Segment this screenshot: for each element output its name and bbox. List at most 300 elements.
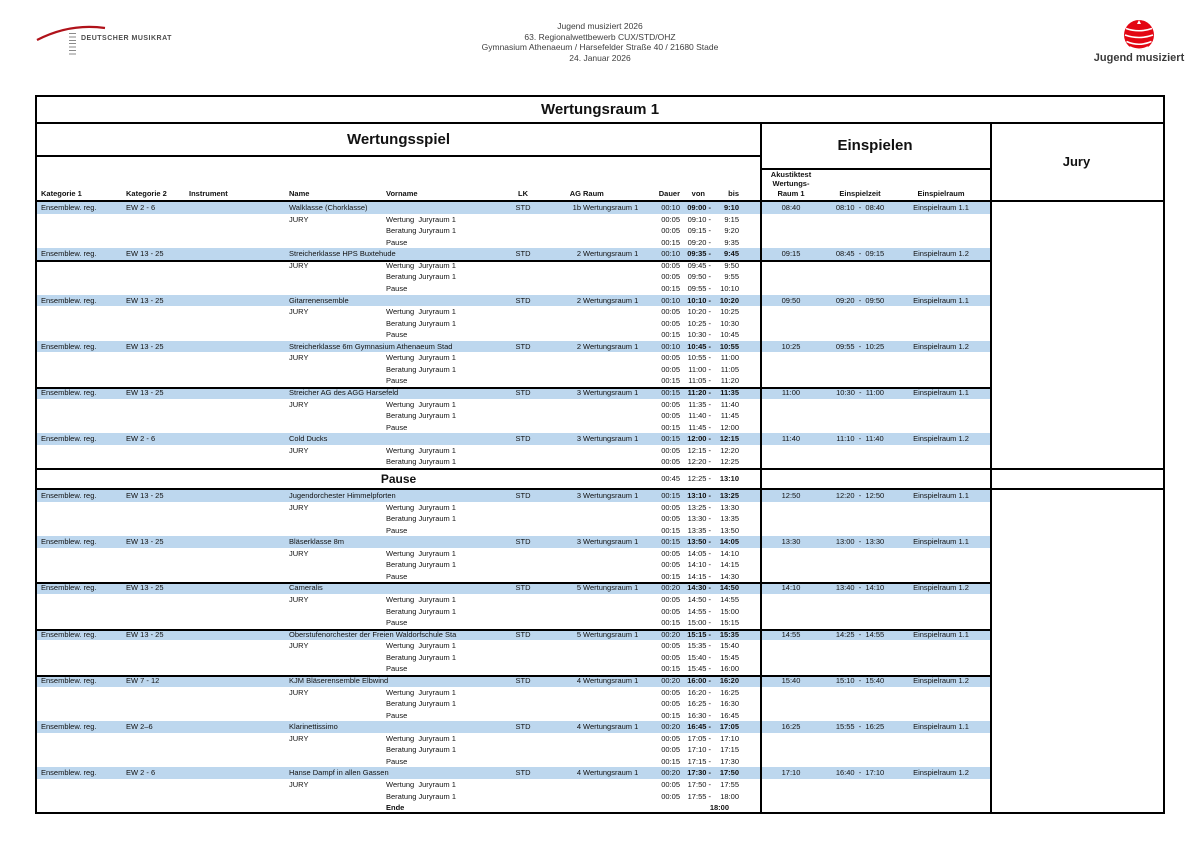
schedule-row-sub xyxy=(37,318,990,330)
schedule-row-sub xyxy=(37,329,990,341)
cell-name: JURY xyxy=(289,595,309,604)
cell-dauer: 00:05 xyxy=(661,780,680,789)
schedule-row-sub xyxy=(37,710,990,722)
cell-ag: 2 xyxy=(576,295,581,305)
cell-raum: Wertungsraum 1 xyxy=(583,768,639,778)
cell-dauer: 00:05 xyxy=(661,791,680,801)
cell-ag: 3 xyxy=(576,490,581,500)
cell-vorname: Beratung Juryraum 1 xyxy=(386,318,457,328)
cell-vorname: Wertung Juryraum 1 xyxy=(386,214,456,224)
cell-dauer: 00:15 xyxy=(661,434,680,444)
cell-bis: 16:45 xyxy=(720,710,739,720)
cell-dauer: 00:45 xyxy=(661,473,680,483)
cell-lk: STD xyxy=(515,583,531,593)
cell-bis: 13:25 xyxy=(719,490,739,500)
cell-name: JURY xyxy=(289,502,309,512)
cell-bis: 15:40 xyxy=(720,641,739,651)
cell-bis: 11:35 xyxy=(720,388,739,397)
cell-einspielzeit: 08:45 - 09:15 xyxy=(835,249,885,259)
cell-einspielzeit: 15:10 - 15:40 xyxy=(835,675,885,685)
cell-kategorie1: Ensemblew. reg. xyxy=(41,249,97,259)
cell-von: 12:00 - xyxy=(687,434,711,444)
cell-vorname: Pause xyxy=(386,237,408,247)
cell-einspielzeit: 15:55 - 16:25 xyxy=(835,722,885,732)
cell-dauer: 00:10 xyxy=(661,203,680,212)
cell-vorname: Wertung Juryraum 1 xyxy=(386,595,456,604)
table-header xyxy=(37,124,1163,202)
cell-raum: Wertungsraum 1 xyxy=(583,490,639,500)
cell-vorname: Wertung Juryraum 1 xyxy=(386,399,456,409)
cell-vorname: Beratung Juryraum 1 xyxy=(386,699,457,709)
cell-kategorie1: Ensemblew. reg. xyxy=(41,722,97,732)
cell-dauer: 00:05 xyxy=(661,411,680,421)
col-header-kategorie2: Kategorie 2 xyxy=(126,189,167,198)
cell-dauer: 00:05 xyxy=(661,514,680,524)
cell-von: 15:40 - xyxy=(687,652,711,662)
schedule-row-sub xyxy=(37,548,990,560)
cell-name: Bläserklasse 8m xyxy=(289,537,345,547)
cell-dauer: 00:05 xyxy=(661,214,680,224)
cell-vorname: Pause xyxy=(386,756,408,766)
cell-einspielraum: Einspielraum 1.1 xyxy=(913,203,969,212)
cell-von: 16:45 - xyxy=(687,722,711,732)
col-header-von: von xyxy=(691,189,705,198)
cell-bis: 14:55 xyxy=(720,595,739,604)
schedule-row-sub xyxy=(37,744,990,756)
cell-akustiktest: 11:40 xyxy=(781,434,801,444)
cell-dauer: 00:15 xyxy=(661,283,680,293)
cell-bis: 18:00 xyxy=(720,791,739,801)
cell-dauer: 00:10 xyxy=(661,249,680,259)
cell-von: 09:35 - xyxy=(687,249,711,259)
schedule-row-main xyxy=(37,536,990,548)
cell-bis: 9:10 xyxy=(723,203,739,212)
cell-ag: 1b xyxy=(572,203,581,212)
cell-kategorie2: EW 2–6 xyxy=(126,722,153,732)
cell-ag: 5 xyxy=(576,583,581,593)
cell-vorname: Beratung Juryraum 1 xyxy=(386,560,457,570)
cell-von: 10:55 - xyxy=(687,353,711,363)
event-title: Jugend musiziert 2026 xyxy=(557,21,643,31)
cell-von: 10:30 - xyxy=(687,330,711,340)
cell-lk: STD xyxy=(515,675,531,685)
cell-bis: 9:15 xyxy=(724,214,739,224)
page-header xyxy=(0,0,1200,90)
section-einspielen: Einspielen xyxy=(837,137,913,154)
schedule-row-sub xyxy=(37,375,990,387)
cell-vorname: Beratung Juryraum 1 xyxy=(386,411,457,421)
cell-name: JURY xyxy=(289,214,309,224)
cell-dauer: 00:05 xyxy=(661,560,680,570)
cell-kategorie2: EW 2 - 6 xyxy=(126,768,156,778)
cell-einspielzeit: 16:40 - 17:10 xyxy=(835,768,885,778)
cell-akustiktest: 09:50 xyxy=(781,295,801,305)
cell-dauer: 00:05 xyxy=(661,318,680,328)
cell-raum: Wertungsraum 1 xyxy=(583,722,639,732)
cell-von: 17:30 - xyxy=(687,768,711,778)
schedule-row-sub xyxy=(37,525,990,537)
cell-dauer: 00:05 xyxy=(661,272,680,282)
cell-bis: 17:50 xyxy=(719,768,739,778)
divider xyxy=(37,155,760,157)
cell-vorname: Beratung Juryraum 1 xyxy=(386,791,457,801)
cell-einspielraum: Einspielraum 1.1 xyxy=(913,295,969,305)
cell-bis: 10:25 xyxy=(720,307,739,317)
cell-bis: 13:50 xyxy=(720,525,739,535)
cell-name: JURY xyxy=(289,733,309,743)
cell-dauer: 00:05 xyxy=(661,606,680,616)
cell-lk: STD xyxy=(515,388,531,397)
cell-dauer: 00:05 xyxy=(661,699,680,709)
cell-vorname: Beratung Juryraum 1 xyxy=(386,745,457,755)
section-jury: Jury xyxy=(1062,154,1091,169)
cell-einspielzeit: 11:10 - 11:40 xyxy=(836,434,884,444)
cell-akustiktest: 11:00 xyxy=(781,388,801,397)
cell-raum: Wertungsraum 1 xyxy=(583,629,639,639)
musikrat-logo-text: DEUTSCHER MUSIKRAT xyxy=(81,35,172,42)
cell-raum: Wertungsraum 1 xyxy=(583,388,639,397)
cell-vorname: Wertung Juryraum 1 xyxy=(386,445,456,455)
cell-kategorie2: EW 2 - 6 xyxy=(126,203,156,212)
cell-von: 11:40 - xyxy=(688,411,711,421)
schedule-row-main xyxy=(37,582,990,594)
cell-einspielzeit: 10:30 - 11:00 xyxy=(836,388,884,397)
cell-kategorie1: Ensemblew. reg. xyxy=(41,537,97,547)
cell-dauer: 00:15 xyxy=(661,376,680,386)
cell-lk: STD xyxy=(515,768,531,778)
cell-dauer: 00:05 xyxy=(661,353,680,363)
cell-raum: Wertungsraum 1 xyxy=(583,203,639,212)
schedule-row-main xyxy=(37,341,990,353)
cell-name xyxy=(289,791,379,803)
cell-bis: 9:45 xyxy=(723,249,739,259)
col-header-kategorie1: Kategorie 1 xyxy=(41,189,82,198)
col-header-raum: Raum xyxy=(583,189,604,198)
cell-dauer: 00:15 xyxy=(661,525,680,535)
col-header-bis: bis xyxy=(728,189,739,198)
cell-bis: 12:00 xyxy=(720,422,739,432)
cell-name: KJM Bläserensemble Elbwind xyxy=(289,675,389,685)
cell-name: Hanse Dampf in allen Gassen xyxy=(289,768,389,778)
cell-einspielraum: Einspielraum 1.1 xyxy=(913,388,969,397)
cell-vorname: Wertung Juryraum 1 xyxy=(386,641,456,651)
cell-bis: 10:10 xyxy=(720,283,739,293)
cell-name: JURY xyxy=(289,687,309,697)
event-location: Gymnasium Athenaeum / Harsefelder Straße 40 / 21680 Stade xyxy=(481,42,719,52)
cell-dauer: 00:05 xyxy=(661,445,680,455)
red-sphere-icon xyxy=(1083,18,1195,52)
cell-kategorie2: EW 7 - 12 xyxy=(126,675,160,685)
cell-vorname: Wertung Juryraum 1 xyxy=(386,687,456,697)
cell-name: Streicherklasse 6m Gymnasium Athenaeum Stad xyxy=(289,341,453,351)
cell-name: JURY xyxy=(289,641,309,651)
schedule-row-sub xyxy=(37,791,990,803)
cell-von: 10:25 - xyxy=(687,318,711,328)
col-header-name: Name xyxy=(289,189,310,198)
cell-lk: STD xyxy=(515,629,531,639)
cell-lk: STD xyxy=(515,203,531,212)
cell-ag: 2 xyxy=(576,249,581,259)
cell-einspielraum: Einspielraum 1.1 xyxy=(913,722,969,732)
cell-von: 13:50 - xyxy=(687,537,711,547)
cell-von: 09:20 - xyxy=(687,237,711,247)
cell-kategorie1: Ensemblew. reg. xyxy=(41,490,97,500)
cell-akustiktest: 12:50 xyxy=(781,490,801,500)
cell-vorname: Pause xyxy=(386,376,408,386)
cell-dauer: 00:05 xyxy=(661,399,680,409)
cell-name: Klarinettissimo xyxy=(289,722,338,732)
cell-dauer: 00:05 xyxy=(661,226,680,236)
schedule-row-sub xyxy=(37,214,990,226)
schedule-row-sub xyxy=(37,733,990,745)
deutscher-musikrat-logo xyxy=(36,20,186,60)
cell-von: 10:45 - xyxy=(687,341,711,351)
cell-bis: 10:30 xyxy=(720,318,739,328)
cell-ag: 3 xyxy=(576,388,581,397)
col-header-lk: LK xyxy=(518,189,528,198)
schedule-row-sub xyxy=(37,513,990,525)
schedule-row-sub xyxy=(37,456,990,468)
cell-akustiktest: 09:15 xyxy=(781,249,801,259)
cell-dauer: 00:15 xyxy=(661,537,680,547)
cell-vorname: Pause xyxy=(386,330,408,340)
cell-name xyxy=(289,329,379,341)
cell-bis: 12:15 xyxy=(719,434,739,444)
cell-name xyxy=(289,422,379,434)
cell-vorname: Ende xyxy=(386,803,405,812)
schedule-row-sub xyxy=(37,559,990,571)
cell-dauer: 00:05 xyxy=(661,641,680,651)
cell-von: 14:50 - xyxy=(687,595,711,604)
cell-vorname: Beratung Juryraum 1 xyxy=(386,364,457,374)
cell-vorname: Pause xyxy=(386,710,408,720)
cell-name xyxy=(289,710,379,722)
cell-bis: 10:55 xyxy=(719,341,739,351)
cell-vorname: Wertung Juryraum 1 xyxy=(386,502,456,512)
cell-einspielzeit: 13:40 - 14:10 xyxy=(835,583,885,593)
cell-name: JURY xyxy=(289,445,309,455)
cell-kategorie1: Ensemblew. reg. xyxy=(41,203,97,212)
cell-bis: 16:30 xyxy=(720,699,739,709)
cell-vorname: Wertung Juryraum 1 xyxy=(386,353,456,363)
cell-vorname: Beratung Juryraum 1 xyxy=(386,514,457,524)
cell-dauer: 00:20 xyxy=(661,675,680,685)
cell-name: JURY xyxy=(289,399,309,409)
cell-von: 13:35 - xyxy=(687,525,711,535)
schedule-row-sub xyxy=(37,422,990,434)
cell-name xyxy=(289,271,379,283)
cell-name xyxy=(289,283,379,295)
schedule-row-sub xyxy=(37,663,990,675)
cell-bis: 10:45 xyxy=(720,330,739,340)
jugend-musiziert-logo xyxy=(1083,18,1195,68)
cell-bis: 11:45 xyxy=(720,411,739,421)
cell-dauer: 00:15 xyxy=(661,330,680,340)
cell-einspielraum: Einspielraum 1.2 xyxy=(913,583,969,593)
cell-dauer: 00:15 xyxy=(661,710,680,720)
cell-vorname: Wertung Juryraum 1 xyxy=(386,780,456,789)
cell-dauer: 00:15 xyxy=(661,618,680,628)
cell-von: 09:10 - xyxy=(687,214,711,224)
cell-von: 13:25 - xyxy=(687,502,711,512)
cell-dauer: 00:05 xyxy=(661,687,680,697)
cell-name: Jugendorchester Himmelpforten xyxy=(289,490,396,500)
cell-bis: 16:25 xyxy=(720,687,739,697)
divider-einspielen xyxy=(760,124,762,812)
cell-von: 11:35 - xyxy=(688,399,711,409)
cell-von: 15:45 - xyxy=(687,664,711,674)
cell-ag: 5 xyxy=(576,629,581,639)
cell-vorname: Pause xyxy=(386,283,408,293)
cell-dauer: 00:05 xyxy=(661,364,680,374)
col-header-vorname: Vorname xyxy=(386,189,418,198)
cell-dauer: 00:15 xyxy=(661,664,680,674)
cell-name xyxy=(289,410,379,422)
cell-von: 16:00 - xyxy=(687,675,711,685)
cell-bis: 11:00 xyxy=(720,353,739,363)
cell-dauer: 00:05 xyxy=(661,745,680,755)
cell-lk: STD xyxy=(515,434,531,444)
cell-kategorie2: EW 2 - 6 xyxy=(126,434,156,444)
cell-von: 14:55 - xyxy=(687,606,711,616)
cell-name xyxy=(289,364,379,376)
schedule-row-sub xyxy=(37,652,990,664)
cell-akustiktest: 08:40 xyxy=(781,203,801,212)
break-row xyxy=(37,468,1163,490)
cell-einspielraum: Einspielraum 1.2 xyxy=(913,434,969,444)
col-header-instrument: Instrument xyxy=(189,189,228,198)
cell-von: 12:25 - xyxy=(687,473,711,483)
cell-bis: 15:00 xyxy=(720,606,739,616)
cell-einspielzeit: 09:20 - 09:50 xyxy=(835,295,885,305)
cell-von: 14:10 - xyxy=(687,560,711,570)
cell-ag: 3 xyxy=(576,537,581,547)
cell-dauer: 00:15 xyxy=(661,756,680,766)
cell-akustiktest: 16:25 xyxy=(781,722,801,732)
cell-bis: 17:10 xyxy=(720,733,739,743)
schedule-row-sub xyxy=(37,571,990,583)
cell-name: JURY xyxy=(289,307,309,317)
cell-raum: Wertungsraum 1 xyxy=(583,434,639,444)
cell-dauer: 00:20 xyxy=(661,629,680,639)
cell-dauer: 00:05 xyxy=(661,733,680,743)
event-date: 24. Januar 2026 xyxy=(569,52,631,63)
cell-name xyxy=(289,571,379,583)
cell-bis: 12:25 xyxy=(720,457,739,467)
cell-kategorie1: Ensemblew. reg. xyxy=(41,295,97,305)
cell-vorname: Pause xyxy=(386,571,408,581)
cell-von: 14:15 - xyxy=(687,571,711,581)
cell-kategorie2: EW 13 - 25 xyxy=(126,537,164,547)
cell-bis: 11:40 xyxy=(720,399,739,409)
schedule-row-sub xyxy=(37,364,990,376)
cell-dauer: 00:10 xyxy=(661,341,680,351)
cell-von: 17:05 - xyxy=(687,733,711,743)
cell-raum: Wertungsraum 1 xyxy=(583,675,639,685)
cell-lk: STD xyxy=(515,295,531,305)
schedule-row-main xyxy=(37,675,990,687)
cell-vorname: Pause xyxy=(386,664,408,674)
cell-name: Gitarrenensemble xyxy=(289,295,349,305)
cell-name xyxy=(289,225,379,237)
cell-ag: 4 xyxy=(576,722,581,732)
cell-von: 15:15 - xyxy=(687,629,711,639)
end-row xyxy=(37,802,990,812)
schedule-row-sub xyxy=(37,352,990,364)
cell-bis: 14:15 xyxy=(720,560,739,570)
cell-bis: 11:05 xyxy=(720,364,739,374)
cell-von: 10:10 - xyxy=(687,295,711,305)
cell-bis: 9:55 xyxy=(724,272,739,282)
cell-bis: 10:20 xyxy=(719,295,739,305)
cell-dauer: 00:05 xyxy=(661,652,680,662)
cell-von: 09:00 - xyxy=(687,203,711,212)
schedule-row-sub xyxy=(37,594,990,606)
schedule-row-sub xyxy=(37,260,990,272)
cell-name: Oberstufenorchester der Freien Waldorfschule Sta xyxy=(289,629,457,639)
cell-vorname: Wertung Juryraum 1 xyxy=(386,307,456,317)
cell-name xyxy=(289,698,379,710)
cell-kategorie2: EW 13 - 25 xyxy=(126,249,164,259)
col-header-einspielzeit: Einspielzeit xyxy=(839,189,881,198)
cell-von: 16:30 - xyxy=(687,710,711,720)
cell-name xyxy=(289,513,379,525)
schedule-body xyxy=(37,202,1163,812)
cell-von: 10:20 - xyxy=(687,307,711,317)
cell-von: 14:05 - xyxy=(687,548,711,558)
cell-akustiktest: 17:10 xyxy=(781,768,801,778)
schedule-row-sub xyxy=(37,640,990,652)
cell-bis: 14:50 xyxy=(719,583,739,593)
cell-dauer: 00:15 xyxy=(661,490,680,500)
cell-von: 11:00 - xyxy=(688,364,711,374)
cell-von: 17:55 - xyxy=(687,791,711,801)
cell-kategorie1: Ensemblew. reg. xyxy=(41,629,97,639)
cell-vorname: Pause xyxy=(386,618,408,628)
cell-ag: 4 xyxy=(576,675,581,685)
cell-einspielraum: Einspielraum 1.2 xyxy=(913,675,969,685)
cell-akustiktest: 14:55 xyxy=(781,629,801,639)
schedule-row-sub xyxy=(37,756,990,768)
cell-vorname: Beratung Juryraum 1 xyxy=(386,272,457,282)
schedule-row-main xyxy=(37,490,990,502)
cell-von: 15:35 - xyxy=(687,641,711,651)
cell-bis: 14:10 xyxy=(720,548,739,558)
cell-name xyxy=(289,456,379,468)
schedule-row-sub xyxy=(37,399,990,411)
cell-vorname: Wertung Juryraum 1 xyxy=(386,260,456,270)
col-header-einspielraum: Einspielraum xyxy=(917,189,965,198)
cell-ag: 4 xyxy=(576,768,581,778)
cell-von: 17:50 - xyxy=(687,780,711,789)
cell-raum: Wertungsraum 1 xyxy=(583,249,639,259)
cell-bis: 11:20 xyxy=(720,376,739,386)
ladder-icon xyxy=(69,33,76,56)
cell-name xyxy=(289,237,379,249)
cell-von: 17:15 - xyxy=(687,756,711,766)
schedule-row-sub xyxy=(37,271,990,283)
cell-name xyxy=(289,756,379,768)
cell-bis: 9:20 xyxy=(724,226,739,236)
schedule-row-sub xyxy=(37,687,990,699)
break-label: Pause xyxy=(380,471,417,486)
cell-bis: 16:20 xyxy=(719,675,739,685)
cell-raum: Wertungsraum 1 xyxy=(583,583,639,593)
cell-lk: STD xyxy=(515,722,531,732)
cell-kategorie1: Ensemblew. reg. xyxy=(41,341,97,351)
cell-name xyxy=(289,617,379,629)
cell-lk: STD xyxy=(515,490,531,500)
